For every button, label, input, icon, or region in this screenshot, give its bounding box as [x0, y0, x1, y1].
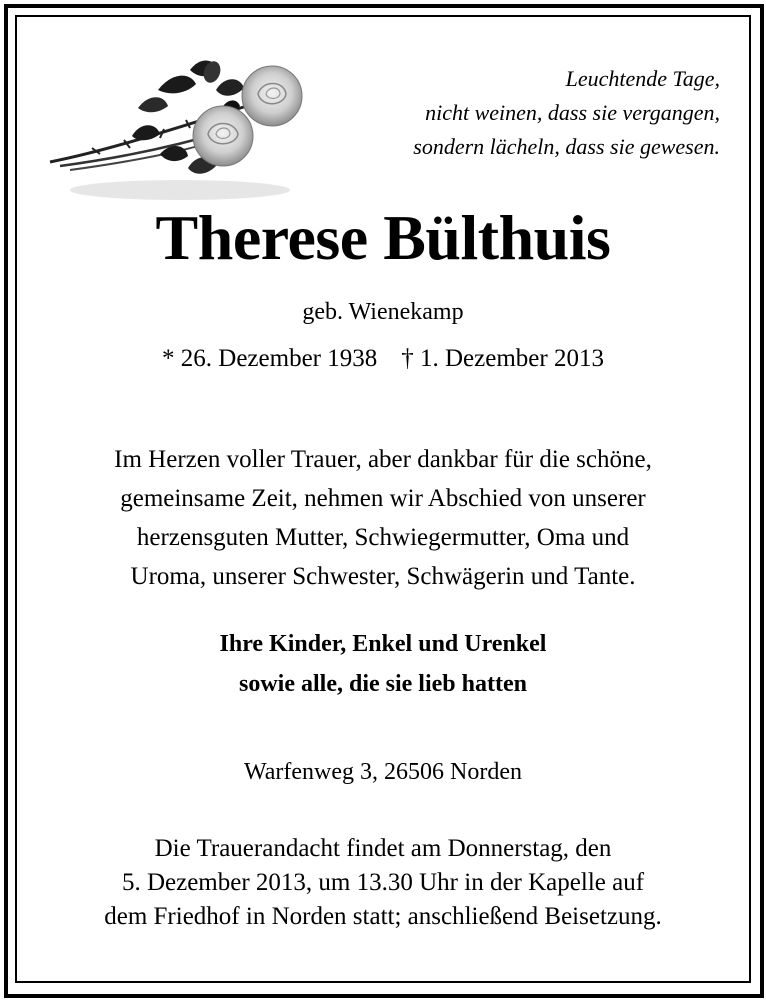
message-line: Uroma, unserer Schwester, Schwägerin und Tante. — [130, 563, 636, 590]
message-line: gemeinsame Zeit, nehmen wir Abschied von unserer — [120, 485, 646, 512]
roses-icon — [40, 50, 330, 210]
verse-line: sondern lächeln, dass sie gewesen. — [413, 134, 720, 159]
mourning-message — [0, 440, 766, 596]
mourners-line: sowie alle, die sie lieb hatten — [239, 671, 527, 697]
address: Warfenweg 3, 26506 Norden — [244, 759, 522, 785]
service-line: dem Friedhof in Norden statt; anschließend Beisetzung. — [104, 903, 662, 930]
maiden-name: geb. Wienekamp — [302, 299, 464, 325]
mourners-line: Ihre Kinder, Enkel und Urenkel — [219, 631, 547, 657]
deceased-name: Therese Bülthuis — [155, 202, 611, 273]
memorial-verse — [300, 62, 720, 164]
service-line: 5. Dezember 2013, um 13.30 Uhr in der Kapelle auf — [121, 869, 645, 896]
message-line: Im Herzen voller Trauer, aber dankbar für die schöne, — [114, 446, 652, 473]
birth-date: * 26. Dezember 1938 — [162, 345, 378, 372]
verse-line: Leuchtende Tage, — [565, 66, 720, 91]
life-dates — [0, 342, 766, 376]
death-date: † 1. Dezember 2013 — [401, 345, 604, 372]
verse-line: nicht weinen, dass sie vergangen, — [425, 100, 720, 125]
message-line: herzensguten Mutter, Schwiegermutter, Oma und — [136, 524, 630, 551]
service-line: Die Trauerandacht findet am Donnerstag, den — [154, 835, 612, 862]
service-info — [0, 832, 766, 934]
mourners — [0, 624, 766, 704]
